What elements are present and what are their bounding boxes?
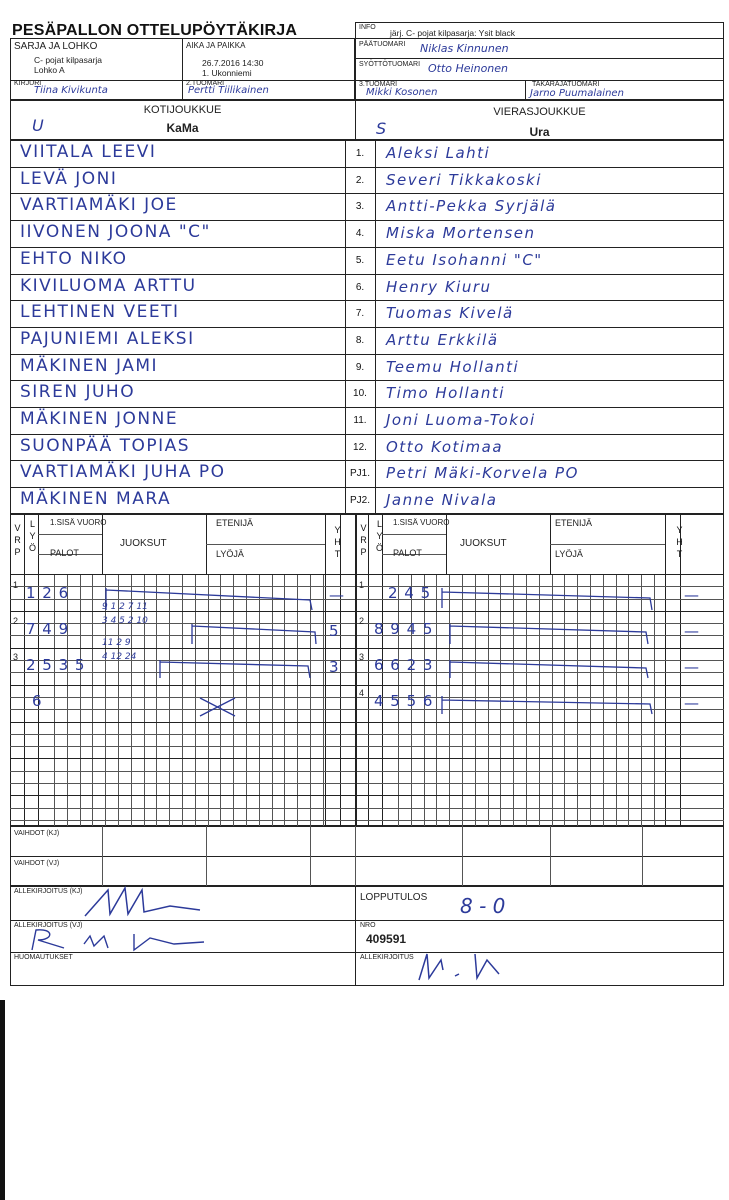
- info-label: INFO: [359, 24, 376, 31]
- first-turn-header-away: 1.SISÄ VUORO: [393, 518, 450, 527]
- scan-edge: [0, 1000, 5, 1200]
- away-player-name: Eetu Isohanni "C": [386, 250, 543, 269]
- home-signature: [80, 884, 210, 924]
- home-inning-total: 3: [329, 658, 339, 676]
- total-header-away: Y H T: [676, 525, 683, 559]
- home-team-name: KaMa: [166, 121, 199, 135]
- umpire3-label: 3.TUOMARI: [359, 81, 398, 88]
- home-player-name: IIVONEN JOONA "C": [20, 222, 211, 243]
- home-inning-entries: 1 2 6: [26, 584, 70, 602]
- run-line-home-1: [106, 588, 312, 610]
- away-inning-entries: 6 6 2 3: [374, 656, 434, 674]
- first-turn-header-home: 1.SISÄ VUORO: [50, 518, 107, 527]
- batter-header-away: LYÖJÄ: [555, 549, 583, 559]
- player-number: 6.: [355, 281, 365, 293]
- away-team-mark: S: [376, 119, 387, 138]
- run-line-away-1: [442, 588, 652, 610]
- home-player-name: VIITALA LEEVI: [20, 142, 157, 162]
- home-player-name: SUONPÄÄ TOPIAS: [20, 435, 191, 456]
- vrp-header-home: V R P: [14, 523, 21, 557]
- home-player-name: PAJUNIEMI ALEKSI: [20, 328, 195, 349]
- player-number: PJ1.: [349, 468, 370, 480]
- away-player-name: Otto Kotimaa: [386, 437, 504, 456]
- advance-header-home: ETENIJÄ: [216, 518, 254, 528]
- advance-header-away: ETENIJÄ: [555, 518, 593, 528]
- player-number: 7.: [355, 308, 365, 320]
- sign-home-label: ALLEKIRJOITUS (KJ): [14, 888, 83, 895]
- sign-label: ALLEKIRJOITUS: [360, 954, 414, 961]
- away-inning-number: 4: [359, 688, 365, 698]
- away-player-name: Timo Hollanti: [386, 384, 505, 403]
- home-inning-entries: 6: [32, 692, 43, 710]
- cross-mark-home: [200, 698, 235, 716]
- run-line-home-2: [192, 624, 316, 644]
- home-inning-total: —: [329, 586, 344, 604]
- run-line-away-3: [450, 660, 648, 678]
- sign-away-label: ALLEKIRJOITUS (VJ): [14, 922, 83, 929]
- home-player-name: MÄKINEN JONNE: [20, 409, 179, 429]
- nro-label: NRO: [360, 922, 376, 929]
- run-line-away-4: [442, 696, 652, 714]
- time-value-1: 26.7.2016 14:30: [202, 58, 264, 68]
- home-player-name: EHTO NIKO: [20, 248, 128, 269]
- home-inning-entries: 2 5 3 5: [26, 656, 86, 674]
- player-number: PJ2.: [349, 495, 370, 507]
- nro-value: 409591: [366, 932, 407, 946]
- away-inning-entries: 8 9 4 5: [374, 620, 434, 638]
- head-umpire-value: Niklas Kinnunen: [420, 42, 509, 55]
- referee-signature: [415, 948, 515, 984]
- head-umpire-label: PÄÄTUOMARI: [359, 41, 406, 48]
- subs-home-label: VAIHDOT (KJ): [14, 830, 60, 837]
- home-fraction-bottom-1: 3 4 5 2 10: [102, 616, 148, 626]
- total-header-home: Y H T: [334, 525, 341, 559]
- home-inning-number: 1: [13, 580, 19, 590]
- home-player-name: MÄKINEN JAMI: [20, 355, 159, 376]
- burnt-header-away: PALOT: [393, 548, 422, 558]
- series-value-2: Lohko A: [34, 65, 65, 75]
- away-inning-total: —: [684, 586, 699, 604]
- home-inning-entries: 7 4 9: [26, 620, 70, 638]
- away-player-name: Henry Kiuru: [386, 277, 492, 296]
- rear-umpire-label: TAKARAJATUOMARI: [532, 81, 600, 88]
- notes-label: HUOMAUTUKSET: [14, 954, 73, 961]
- player-number: 4.: [355, 228, 365, 240]
- away-signature: [24, 924, 214, 954]
- player-number: 8.: [355, 334, 365, 346]
- rear-umpire-value: Jarno Puumalainen: [530, 88, 624, 99]
- home-inning-total: 5: [329, 622, 339, 640]
- away-player-name: Miska Mortensen: [386, 224, 536, 243]
- player-number: 5.: [355, 254, 365, 266]
- away-player-name: Tuomas Kivelä: [386, 304, 514, 323]
- away-player-name: Severi Tikkakoski: [386, 170, 542, 189]
- home-player-name: LEHTINEN VEETI: [20, 302, 180, 323]
- player-number: 9.: [355, 361, 365, 373]
- home-inning-number: 3: [13, 652, 19, 662]
- series-label: SARJA JA LOHKO: [14, 41, 98, 52]
- scorer-label: KIRJURI: [14, 80, 42, 87]
- away-player-name: Janne Nivala: [386, 491, 498, 510]
- away-player-name: Joni Luoma-Tokoi: [386, 411, 536, 429]
- away-team-name: Ura: [529, 125, 550, 139]
- player-number: 1.: [355, 148, 365, 159]
- runs-header-away: JUOKSUT: [460, 538, 507, 549]
- away-inning-entries: 4 5 5 6: [374, 692, 434, 710]
- input-umpire-value: Otto Heinonen: [428, 62, 509, 75]
- burnt-header-home: PALOT: [50, 548, 79, 558]
- home-fraction-top-2: 11 2 9: [102, 638, 131, 648]
- player-number: 2.: [355, 174, 365, 186]
- batter-header-home: LYÖJÄ: [216, 549, 244, 559]
- home-fraction-top-1: 9 1 2 7 11: [102, 602, 148, 612]
- umpire3-value: Mikki Kosonen: [366, 87, 438, 98]
- lyo-header-away: L Y Ö: [375, 519, 383, 553]
- player-number: 3.: [355, 201, 365, 213]
- away-inning-total: —: [684, 622, 699, 640]
- home-player-name: SIREN JUHO: [20, 382, 136, 403]
- away-inning-entries: 2 4 5: [388, 584, 432, 602]
- away-inning-number: 2: [359, 616, 365, 626]
- scorer-value: Tiina Kivikunta: [34, 85, 108, 96]
- run-lines: [10, 574, 724, 734]
- umpire2-label: 2.TUOMARI: [186, 80, 225, 87]
- away-player-name: Antti-Pekka Syrjälä: [386, 197, 557, 216]
- away-player-name: Petri Mäki-Korvela PO: [386, 464, 579, 483]
- final-result-label: LOPPUTULOS: [360, 892, 428, 903]
- scoresheet: [10, 18, 724, 1018]
- lyo-header-home: L Y Ö: [28, 519, 36, 553]
- home-player-name: VARTIAMÄKI JUHA PO: [20, 462, 226, 483]
- info-value: järj. C- pojat kilpasarja: Ysit black: [390, 28, 516, 38]
- run-line-away-2: [450, 624, 648, 644]
- away-player-name: Aleksi Lahti: [386, 144, 491, 162]
- player-number: 10.: [353, 388, 367, 400]
- time-value-2: 1. Ukonniemi: [202, 68, 252, 78]
- runs-header-home: JUOKSUT: [120, 538, 167, 549]
- home-team-mark: U: [32, 116, 44, 135]
- away-inning-total: —: [684, 694, 699, 712]
- page-title: PESÄPALLON OTTELUPÖYTÄKIRJA: [12, 22, 298, 39]
- away-player-name: Teemu Hollanti: [386, 357, 520, 376]
- series-value-1: C- pojat kilpasarja: [34, 55, 103, 65]
- time-label: AIKA JA PAIKKA: [186, 41, 246, 50]
- away-inning-number: 1: [359, 580, 365, 590]
- away-inning-number: 3: [359, 652, 365, 662]
- input-umpire-label: SYÖTTÖTUOMARI: [359, 61, 421, 68]
- home-fraction-bottom-2: 4 12 24: [102, 652, 137, 662]
- player-number: 12.: [353, 441, 367, 453]
- home-team-label: KOTIJOUKKUE: [143, 104, 222, 116]
- away-player-name: Arttu Erkkilä: [386, 330, 499, 349]
- home-player-name: VARTIAMÄKI JOE: [20, 195, 178, 216]
- away-inning-total: —: [684, 658, 699, 676]
- subs-away-label: VAIHDOT (VJ): [14, 860, 60, 867]
- final-result-value: 8 - 0: [460, 894, 506, 918]
- player-number: 11.: [353, 415, 367, 426]
- home-player-name: LEVÄ JONI: [20, 168, 118, 189]
- home-inning-number: 2: [13, 616, 19, 626]
- run-line-home-3: [160, 660, 310, 678]
- vrp-header-away: V R P: [360, 523, 367, 557]
- home-player-name: KIVILUOMA ARTTU: [20, 275, 197, 296]
- away-team-label: VIERASJOUKKUE: [493, 106, 586, 118]
- umpire2-value: Pertti Tiilikainen: [188, 85, 269, 96]
- home-player-name: MÄKINEN MARA: [20, 489, 172, 510]
